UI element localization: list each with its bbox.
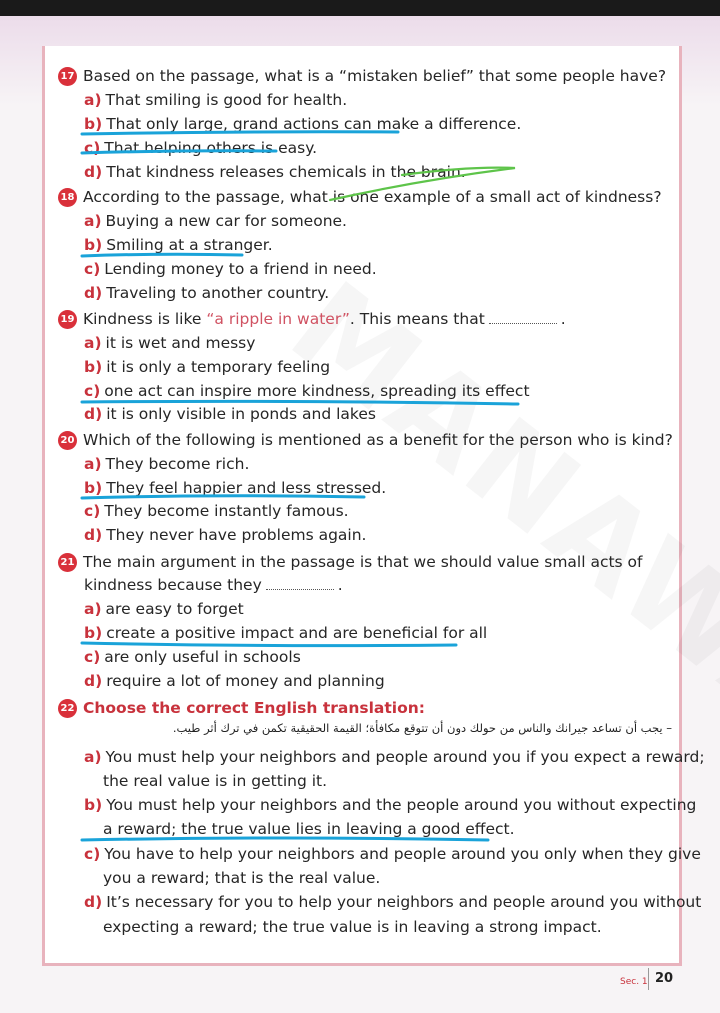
option-letter: c) — [84, 382, 101, 400]
question-text: According to the passage, what is one example of a small act of kindness? — [83, 188, 662, 206]
question-number-badge: 17 — [58, 67, 77, 86]
question-number-badge: 22 — [58, 699, 77, 718]
underline-17c — [82, 151, 276, 153]
option-text-cont: expecting a reward; the true value is in leaving a strong impact. — [103, 918, 602, 936]
option-text: You must help your neighbors and the people around you without expecting — [106, 796, 697, 814]
question-text: Which of the following is mentioned as a benefit for the person who is kind? — [83, 431, 673, 449]
option-text: Lending money to a friend in need. — [104, 260, 377, 278]
underline-20b — [82, 496, 364, 498]
question-text-cont: . This means that — [349, 310, 485, 328]
option-letter: c) — [84, 139, 101, 157]
option-letter: b) — [84, 624, 103, 642]
option-text: one act can inspire more kindness, spreading its effect — [104, 382, 530, 400]
option-letter: d) — [84, 163, 103, 181]
option-letter: d) — [84, 893, 103, 911]
option-text: create a positive impact and are beneficial for all — [106, 624, 488, 642]
option-letter: d) — [84, 284, 103, 302]
option-letter: a) — [84, 748, 102, 766]
option-text: Buying a new car for someone. — [105, 212, 347, 230]
option-letter: a) — [84, 334, 102, 352]
option-text: It’s necessary for you to help your neighbors and people around you without — [106, 893, 702, 911]
option-letter: b) — [84, 236, 103, 254]
question-number-badge: 19 — [58, 310, 77, 329]
question-number-badge: 21 — [58, 553, 77, 572]
option-letter: c) — [84, 845, 101, 863]
option-text: it is only a temporary feeling — [106, 358, 331, 376]
option-text: require a lot of money and planning — [106, 672, 385, 690]
option-text: are easy to forget — [105, 600, 244, 618]
underline-18b — [82, 254, 242, 256]
option-text-cont: you a reward; that is the real value. — [103, 869, 381, 887]
arabic-sentence: – يجب أن تساعد جيرانك والناس من حولك دون أن تتوقع مكافأة؛ القيمة الحقيقية تكمن في ترك أثر طيب. — [172, 721, 672, 735]
question-number-badge: 18 — [58, 188, 77, 207]
underline-22b — [82, 838, 488, 840]
option-letter: a) — [84, 91, 102, 109]
question-text: The main argument in the passage is that we should value small acts of — [83, 553, 643, 571]
question-text: Kindness is like — [83, 310, 207, 328]
option-letter: a) — [84, 455, 102, 473]
underline-19c — [82, 401, 518, 404]
green-scribble — [330, 168, 515, 200]
option-text: Smiling at a stranger. — [106, 236, 273, 254]
option-letter: b) — [84, 358, 103, 376]
option-text: That helping others is easy. — [104, 139, 318, 157]
option-letter: c) — [84, 260, 101, 278]
option-letter: b) — [84, 115, 103, 133]
option-text-cont: a reward; the true value lies in leaving a good effect. — [103, 820, 515, 838]
section-label: Sec. 1 — [620, 977, 648, 987]
end-mark: . — [337, 576, 343, 594]
option-letter: a) — [84, 600, 102, 618]
option-text: it is only visible in ponds and lakes — [106, 405, 376, 423]
option-text: You have to help your neighbors and people around you only when they give — [104, 845, 701, 863]
section-heading: Choose the correct English translation: — [83, 699, 425, 717]
option-text: That smiling is good for health. — [105, 91, 348, 109]
underline-21b — [82, 643, 456, 646]
option-text: They become rich. — [105, 455, 250, 473]
option-text: That only large, grand actions can make a difference. — [106, 115, 522, 133]
option-text: are only useful in schools — [104, 648, 301, 666]
quoted-phrase: “a ripple in water” — [206, 310, 350, 328]
option-text: They never have problems again. — [106, 526, 367, 544]
option-letter: c) — [84, 648, 101, 666]
option-letter: a) — [84, 212, 102, 230]
option-text: That kindness releases chemicals in the brain. — [106, 163, 466, 181]
end-mark: . — [560, 310, 566, 328]
option-text: They feel happier and less stressed. — [106, 479, 387, 497]
option-letter: d) — [84, 405, 103, 423]
underline-17b — [82, 132, 398, 134]
question-text: Based on the passage, what is a “mistaken belief” that some people have? — [83, 67, 667, 85]
question-number-badge: 20 — [58, 431, 77, 450]
option-letter: b) — [84, 479, 103, 497]
option-text: You must help your neighbors and people around you if you expect a reward; — [105, 748, 705, 766]
option-text: it is wet and messy — [105, 334, 256, 352]
option-letter: d) — [84, 672, 103, 690]
option-letter: d) — [84, 526, 103, 544]
option-letter: b) — [84, 796, 103, 814]
question-text-cont: kindness because they — [84, 576, 262, 594]
option-text: Traveling to another country. — [106, 284, 330, 302]
option-text-cont: the real value is in getting it. — [103, 772, 328, 790]
page-number: 20 — [648, 968, 679, 990]
option-text: They become instantly famous. — [104, 502, 349, 520]
option-letter: c) — [84, 502, 101, 520]
